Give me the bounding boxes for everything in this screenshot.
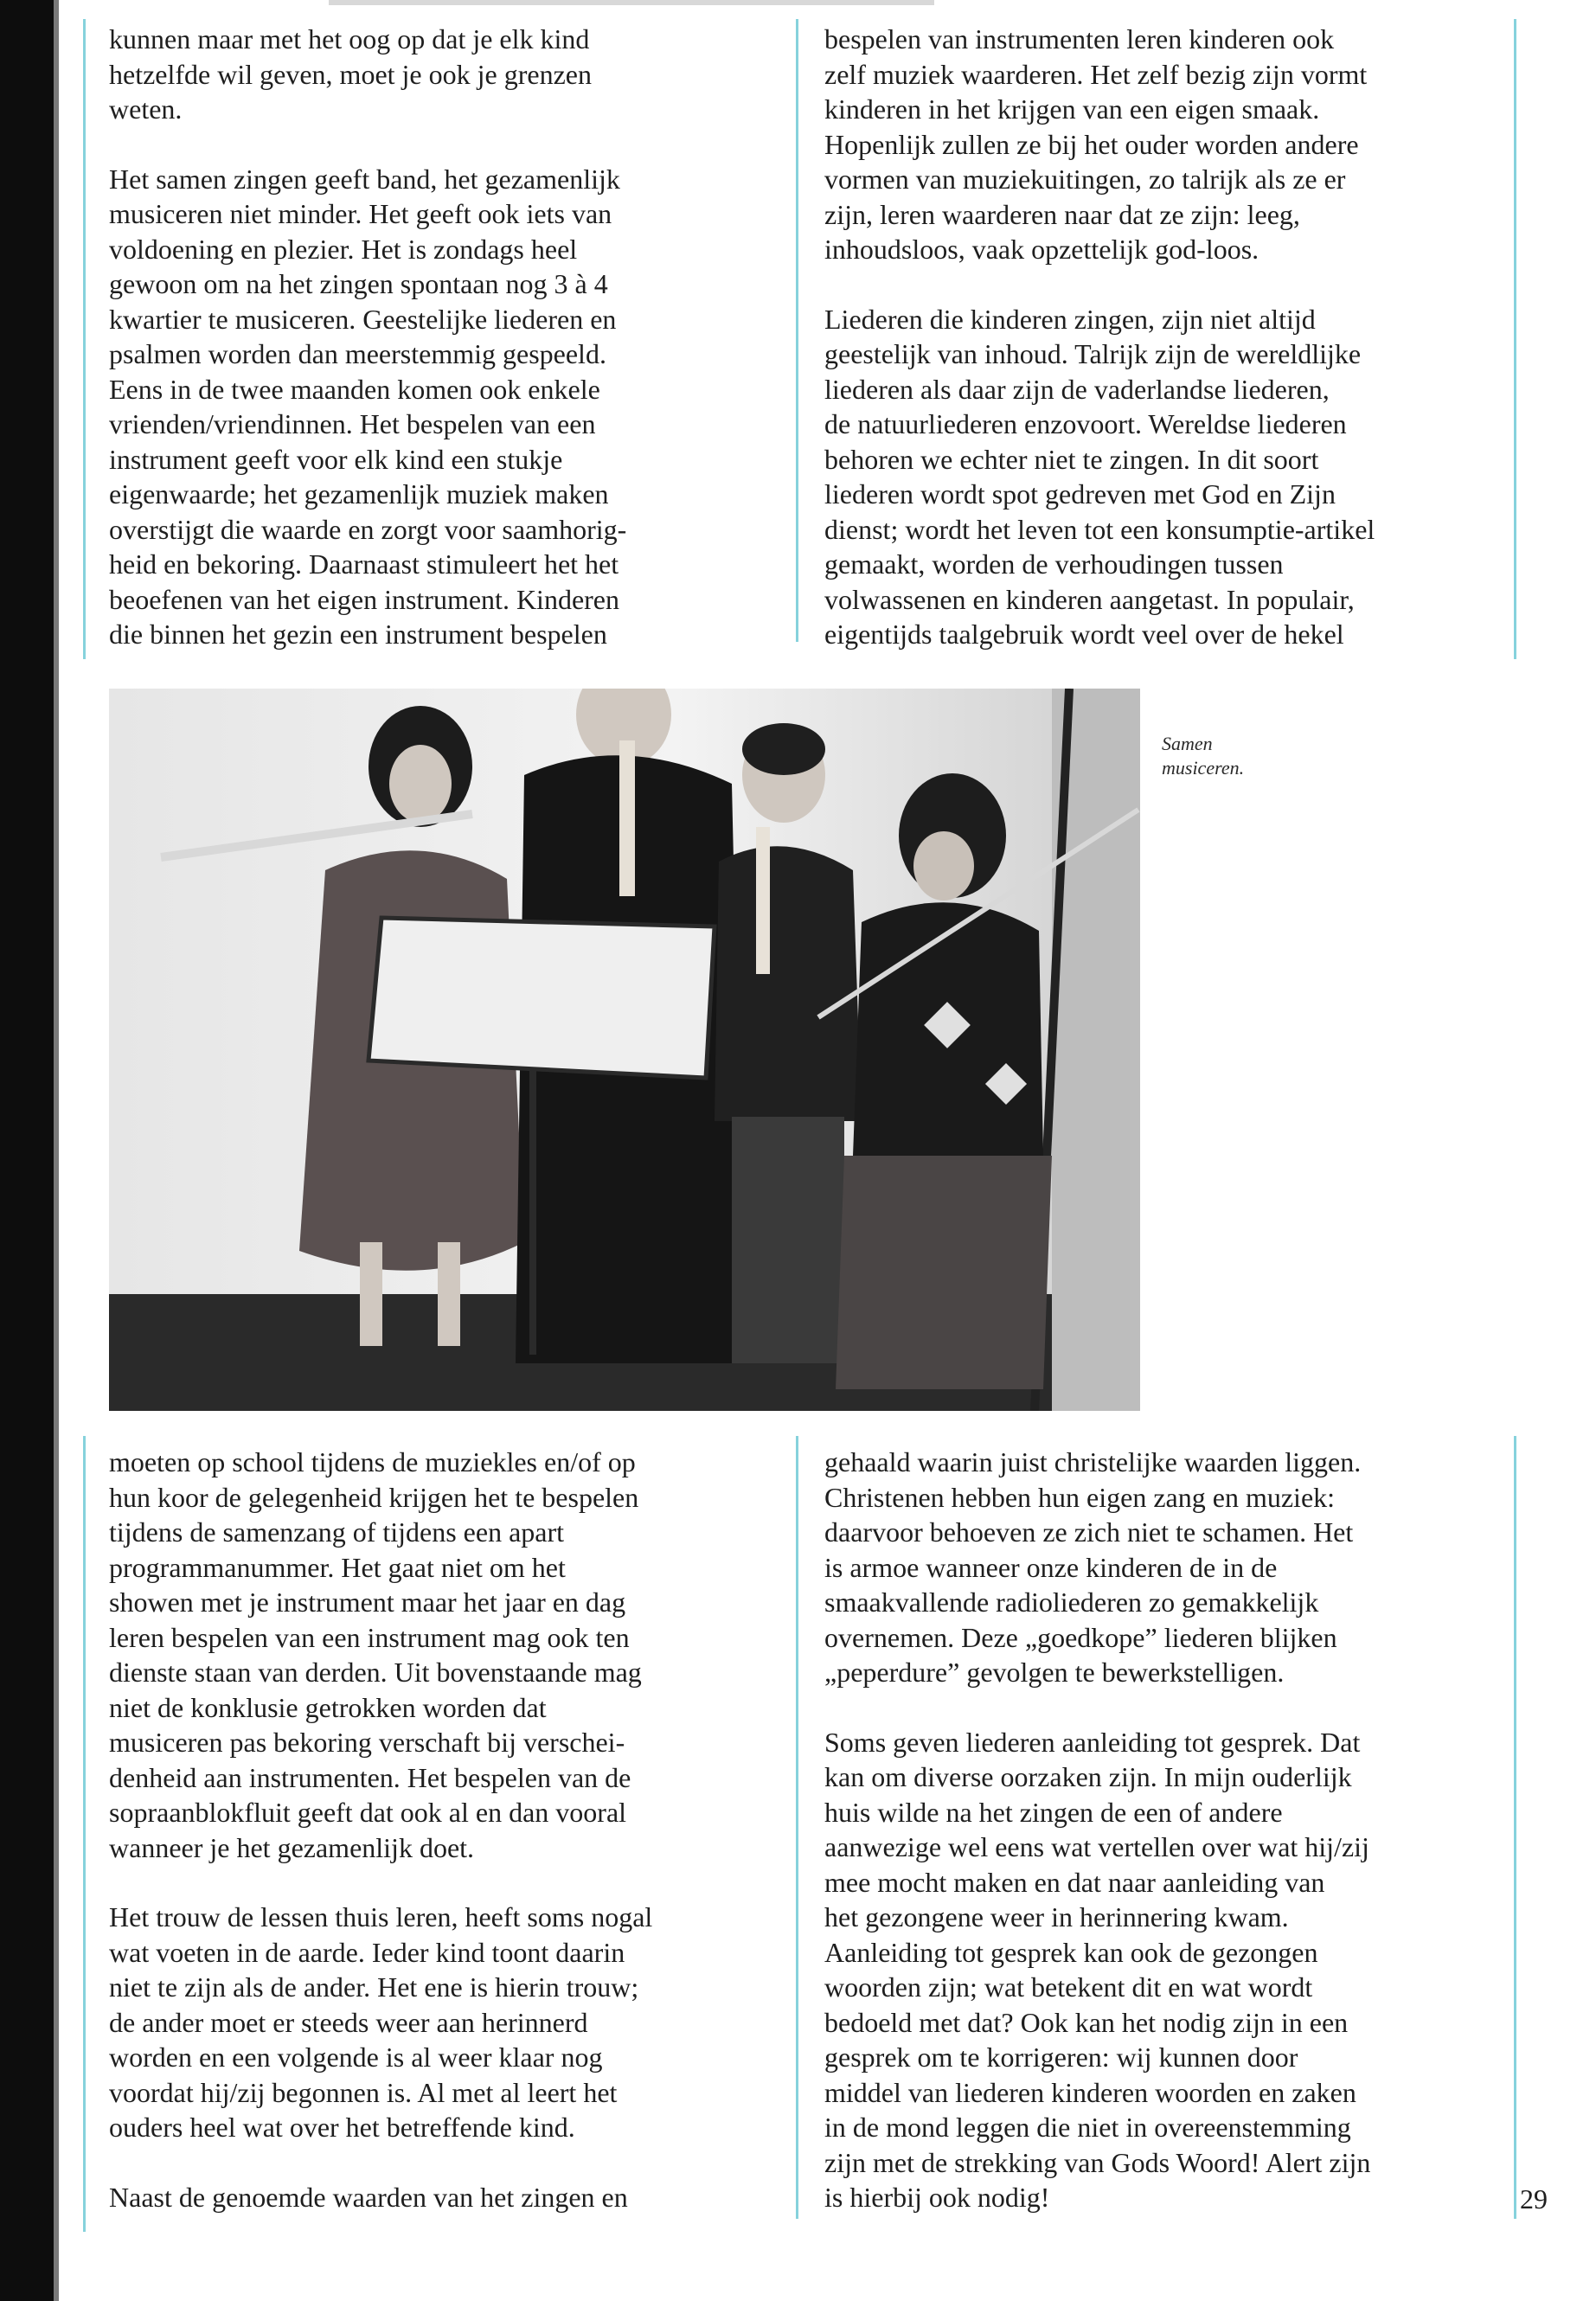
- text-line: mee mocht maken en dat naar aanleiding van: [824, 1866, 1325, 1898]
- text-line: gewoon om na het zingen spontaan nog 3 à 4: [109, 268, 608, 299]
- paragraph: [824, 302, 1508, 652]
- text-line: showen met je instrument maar het jaar en dag: [109, 1586, 626, 1618]
- text-line: leren bespelen van een instrument mag ook ten: [109, 1621, 630, 1653]
- text-line: wat voeten in de aarde. Ieder kind toont daarin: [109, 1936, 625, 1968]
- paragraph: [824, 1725, 1508, 2215]
- text-line: instrument geeft voor elk kind een stukje: [109, 443, 563, 475]
- text-line: Eens in de twee maanden komen ook enkele: [109, 373, 600, 405]
- scan-top-mark: [329, 0, 934, 5]
- column-bottom-left: [109, 1445, 784, 2214]
- text-line: bespelen van instrumenten leren kinderen ook: [824, 23, 1335, 54]
- text-line: moeten op school tijdens de muziekles en/of op: [109, 1446, 636, 1477]
- text-line: die binnen het gezin een instrument bespelen: [109, 619, 607, 650]
- text-line: Het samen zingen geeft band, het gezamenlijk: [109, 163, 620, 195]
- text-line: Christenen hebben hun eigen zang en muziek:: [824, 1481, 1336, 1513]
- paragraph: [109, 1445, 784, 1865]
- text-line: eigenwaarde; het gezamenlijk muziek maken: [109, 478, 609, 510]
- text-line: Liederen die kinderen zingen, zijn niet altijd: [824, 303, 1316, 335]
- caption-line: musiceren.: [1162, 757, 1245, 779]
- text-line: gesprek om te korrigeren: wij kunnen door: [824, 2041, 1298, 2073]
- text-line: eigentijds taalgebruik wordt veel over de hekel: [824, 619, 1344, 650]
- rule-left-top: [83, 19, 86, 659]
- text-line: heid en bekoring. Daarnaast stimuleert het het: [109, 548, 619, 580]
- text-line: zijn met de strekking van Gods Woord! Alert zijn: [824, 2146, 1371, 2178]
- rule-left-bottom: [83, 1436, 86, 2232]
- text-line: kwartier te musiceren. Geestelijke liederen en: [109, 303, 617, 335]
- text-line: vormen van muziekuitingen, zo talrijk als ze er: [824, 163, 1346, 195]
- text-line: musiceren niet minder. Het geeft ook iets van: [109, 198, 612, 229]
- text-line: dienste staan van derden. Uit bovenstaande mag: [109, 1657, 642, 1688]
- text-line: middel van liederen kinderen woorden en zaken: [824, 2076, 1356, 2108]
- rule-right-top: [1514, 19, 1516, 659]
- text-line: vrienden/vriendinnen. Het bespelen van een: [109, 408, 596, 439]
- text-line: in de mond leggen die niet in overeenstemming: [824, 2112, 1351, 2143]
- text-line: zelf muziek waarderen. Het zelf bezig zijn vormt: [824, 58, 1368, 90]
- text-line: aanwezige wel eens wat vertellen over wat hij/zij: [824, 1831, 1369, 1862]
- text-line: inhoudsloos, vaak opzettelijk god-loos.: [824, 234, 1259, 265]
- text-line: programmanummer. Het gaat niet om het: [109, 1551, 566, 1583]
- text-line: het gezongene weer in herinnering kwam.: [824, 1901, 1289, 1932]
- scan-left-edge-shadow: [54, 0, 59, 2301]
- text-line: beoefenen van het eigen instrument. Kinderen: [109, 583, 619, 615]
- text-line: overnemen. Deze „goedkope” liederen blijken: [824, 1621, 1337, 1653]
- text-line: volwassenen en kinderen aangetast. In populair,: [824, 583, 1355, 615]
- paragraph: [109, 22, 784, 127]
- text-line: voordat hij/zij begonnen is. Al met al leert het: [109, 2076, 618, 2108]
- page-number: 29: [1520, 2183, 1548, 2214]
- text-line: bedoeld met dat? Ook kan het nodig zijn in een: [824, 2006, 1349, 2038]
- paragraph: [109, 1900, 784, 2145]
- text-line: voldoening en plezier. Het is zondags heel: [109, 233, 578, 265]
- text-line: dienst; wordt het leven tot een konsumptie-artikel: [824, 513, 1375, 545]
- column-bottom-right: [824, 1445, 1508, 2215]
- text-line: „peperdure” gevolgen te bewerkstelligen.: [824, 1657, 1285, 1688]
- text-line: liederen wordt spot gedreven met God en Zijn: [824, 478, 1336, 510]
- text-line: hun koor de gelegenheid krijgen het te bespelen: [109, 1481, 639, 1513]
- text-line: kinderen in het krijgen van een eigen smaak.: [824, 93, 1320, 125]
- text-line: hetzelfde wil geven, moet je ook je grenzen: [109, 58, 592, 90]
- text-line: huis wilde na het zingen de een of andere: [824, 1796, 1283, 1828]
- text-line: tijdens de samenzang of tijdens een apart: [109, 1516, 565, 1548]
- text-line: ouders heel wat over het betreffende kind.: [109, 2112, 575, 2143]
- text-line: zijn, leren waarderen naar dat ze zijn: leeg,: [824, 198, 1300, 230]
- text-line: wanneer je het gezamenlijk doet.: [109, 1831, 475, 1863]
- text-line: weten.: [109, 93, 183, 125]
- rule-right-bottom: [1514, 1436, 1516, 2219]
- text-line: denheid aan instrumenten. Het bespelen van de: [109, 1761, 631, 1793]
- text-line: niet te zijn als de ander. Het ene is hierin trouw;: [109, 1971, 639, 2003]
- caption-line: Samen: [1162, 733, 1213, 754]
- rule-center-bottom: [796, 1436, 798, 2219]
- text-line: worden en een volgende is al weer klaar nog: [109, 2041, 603, 2073]
- text-line: niet de konklusie getrokken worden dat: [109, 1691, 547, 1723]
- text-line: daarvoor behoeven ze zich niet te schamen. Het: [824, 1516, 1354, 1548]
- text-line: Aanleiding tot gesprek kan ook de gezongen: [824, 1936, 1318, 1968]
- text-line: Soms geven liederen aanleiding tot gesprek. Dat: [824, 1726, 1361, 1758]
- paragraph: [824, 1445, 1508, 1690]
- column-top-right: [824, 22, 1508, 652]
- text-line: is armoe wanneer onze kinderen de in de: [824, 1551, 1278, 1583]
- text-line: musiceren pas bekoring verschaft bij verschei-: [109, 1727, 625, 1758]
- text-line: is hierbij ook nodig!: [824, 2182, 1050, 2213]
- text-line: liederen als daar zijn de vaderlandse liederen,: [824, 373, 1330, 405]
- text-line: psalmen worden dan meerstemmig gespeeld.: [109, 338, 606, 369]
- text-line: de natuurliederen enzovoort. Wereldse liederen: [824, 408, 1347, 439]
- text-line: woorden zijn; wat betekent dit en wat wordt: [824, 1971, 1313, 2003]
- photo-caption: [1162, 732, 1283, 780]
- rule-center-top: [796, 19, 798, 642]
- photo-samen-musiceren: [109, 689, 1140, 1411]
- text-line: gemaakt, worden de verhoudingen tussen: [824, 548, 1284, 580]
- paragraph: [824, 22, 1508, 267]
- text-line: overstijgt die waarde en zorgt voor saamhorig-: [109, 513, 627, 545]
- text-line: kunnen maar met het oog op dat je elk kind: [109, 23, 590, 54]
- text-line: gehaald waarin juist christelijke waarden liggen.: [824, 1446, 1362, 1477]
- text-line: geestelijk van inhoud. Talrijk zijn de wereldlijke: [824, 338, 1362, 369]
- text-line: sopraanblokfluit geeft dat ook al en dan vooral: [109, 1797, 627, 1828]
- text-line: Naast de genoemde waarden van het zingen en: [109, 2181, 628, 2213]
- paragraph: [109, 2180, 784, 2215]
- paragraph: [109, 162, 784, 652]
- scan-left-edge: [0, 0, 54, 2301]
- column-top-left: [109, 22, 784, 652]
- text-line: Hopenlijk zullen ze bij het ouder worden andere: [824, 128, 1359, 160]
- photo-illustration: [109, 689, 1140, 1411]
- text-line: behoren we echter niet te zingen. In dit soort: [824, 443, 1319, 475]
- text-line: smaakvallende radioliederen zo gemakkelijk: [824, 1586, 1319, 1618]
- text-line: Het trouw de lessen thuis leren, heeft soms nogal: [109, 1901, 653, 1932]
- text-line: de ander moet er steeds weer aan herinnerd: [109, 2006, 588, 2038]
- text-line: kan om diverse oorzaken zijn. In mijn ouderlijk: [824, 1761, 1352, 1792]
